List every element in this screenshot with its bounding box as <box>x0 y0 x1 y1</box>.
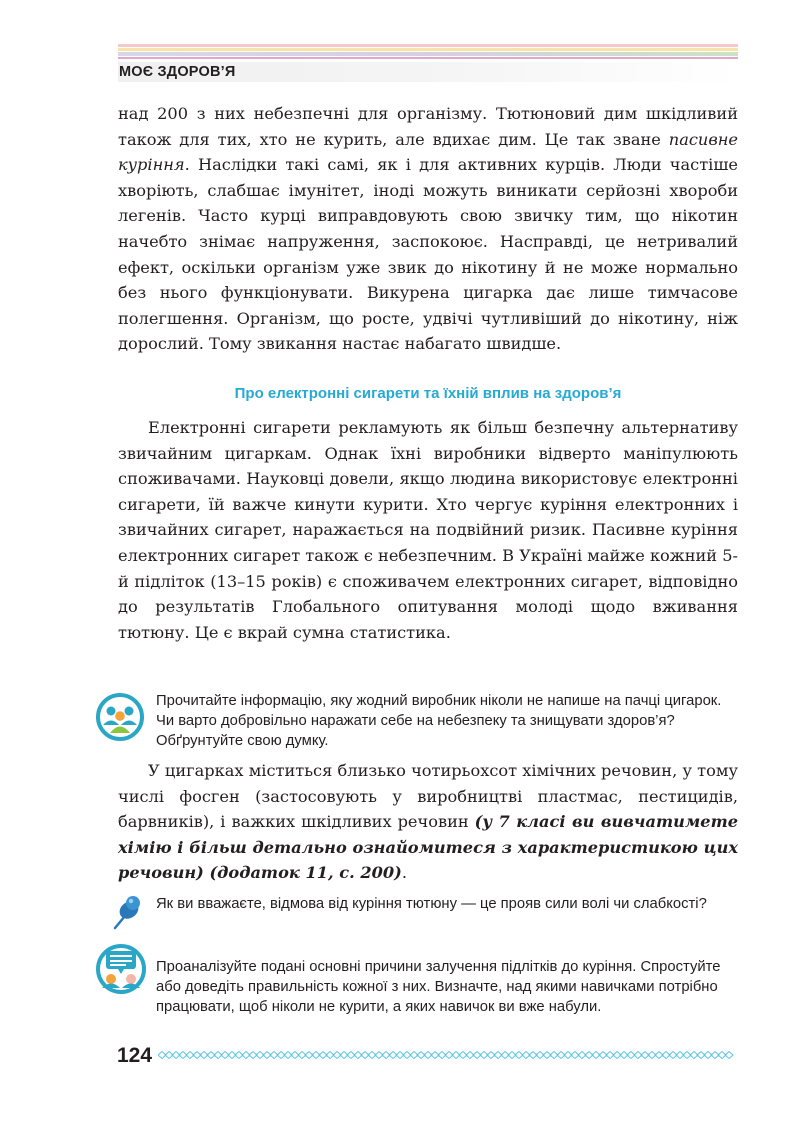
footer-ornament <box>158 1049 738 1061</box>
paragraph-e-cigarettes <box>118 415 738 645</box>
paragraph-passive-smoking <box>118 101 738 357</box>
header-stripe-yellow <box>118 48 738 51</box>
page-number: 124 <box>117 1044 153 1067</box>
paragraph-text: У цигарках міститься близько чотирьохсот хімічних речовин, у тому числі фосген (застосовують у виробництві пластмас, пестицидів, барвників), і важких шкідливих речовин <box>118 761 738 832</box>
paragraph-text: над 200 з них небезпечні для організму. Тютюновий дим шкідливий також для тих, хто не курить, але вдихає дим. Це так зване <box>118 104 738 149</box>
group-work-icon <box>96 693 144 741</box>
paragraph-text: Електронні сигарети рекламують як більш безпечну альтернативу звичайним цигаркам. Однак їхні виробники відверто маніпулюють споживачами. Науковці довели, якщо людина використовує електронні сигарети, їй важче кинути курити. Хто чергує куріння електронних і звичайних сигарет, наражається на подвійний ризик. Пасивне куріння електронних сигарет також є небезпечним. В Україні майже кожний 5-й підліток (13–15 років) є споживачем електронних сигарет, відповідно до результатів Глобального опитування молоді щодо вживання тютюну. Це є вкрай сумна статистика. <box>118 418 738 642</box>
discussion-icon <box>96 944 146 994</box>
header-stripe-pink <box>118 44 738 47</box>
header-stripe-lilac <box>118 52 738 56</box>
section-title: МОЄ ЗДОРОВ’Я <box>118 62 739 82</box>
think-task-text: Як ви вважаєте, відмова від куріння тютюну — це прояв сили волі чи слабкості? <box>156 896 707 912</box>
header-stripe-magenta <box>118 57 738 59</box>
reference-note: (у 7 класі ви вивчатимете хімію і більш детально ознайомитеся з характеристикою цих речовин) (додаток 11, с. 200) <box>118 812 738 883</box>
paragraph-text: . <box>401 863 407 883</box>
paragraph-chemicals <box>118 758 738 886</box>
term-passive-smoking: пасивне куріння <box>118 129 738 175</box>
discussion-task-text: Проаналізуйте подані основні причини залучення підлітків до куріння. Спростуйте або доведіть правильність кожної з них. Визначте, над якими навичками потрібно працювати, щоб ніколи не курити, а яких навичок ви вже набули. <box>156 959 721 1015</box>
thumbtack-icon <box>107 892 143 932</box>
paragraph-text: . Наслідки такі самі, як і для активних курців. Люди частіше хворіють, слабшає імунітет, іноді можуть виникати серйозні хвороби легенів. Часто курці виправдовують свою звичку тим, що нікотин начебто знімає напруження, заспокоює. Насправді, це нетривалий ефект, оскільки організм уже звик до нікотину й не може нормально без нього функціонувати. Викурена цигарка дає лише тимчасове полегшення. Організм, що росте, удвічі чутливіший до нікотину, ніж дорослий. Тому звикання настає набагато швидше. <box>118 155 738 354</box>
subheading-e-cigarettes: Про електронні сигарети та їхній вплив на здоров’я <box>234 385 622 402</box>
group-task-text: Прочитайте інформацію, яку жодний виробник ніколи не напише на пачці цигарок. Чи варто добровільно наражати себе на небезпеку та знищувати здоров’я? Обґрунтуйте свою думку. <box>156 693 722 749</box>
